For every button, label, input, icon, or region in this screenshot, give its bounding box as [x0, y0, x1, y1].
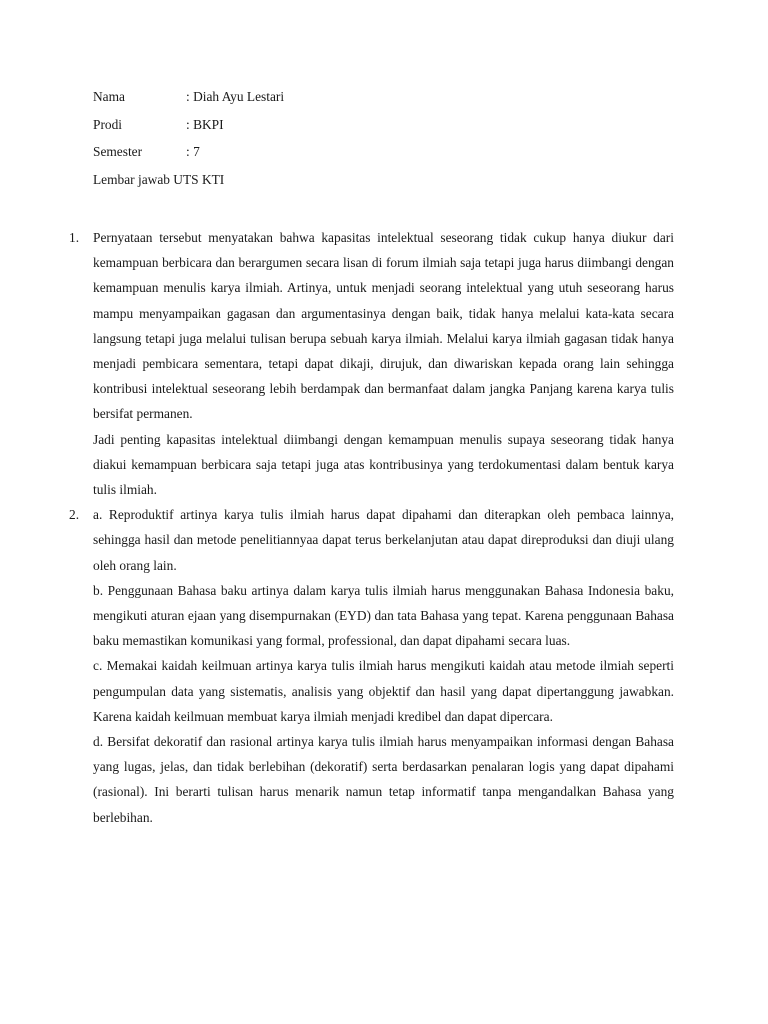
- answer-paragraph: Pernyataan tersebut menyatakan bahwa kapasitas intelektual seseorang tidak cukup hanya diukur dari kemampuan berbicara dan berargumen secara lisan di forum ilmiah saja tetapi juga harus diimbangi dengan kemampuan menulis karya ilmiah. Artinya, untuk menjadi seorang intelektual yang utuh seseorang harus mampu menyampaikan gagasan dan argumentasinya dengan baik, tidak hanya melalui kata-kata secara langsung tetapi juga melalui tulisan berupa sebuah karya ilmiah. Melalui karya ilmiah gagasan tidak hanya menjadi pembicara sementara, tetapi dapat dikaji, dirujuk, dan diwariskan kepada orang lain sehingga kontribusi intelektual seseorang lebih berdampak dan bermanfaat dalam jangka Panjang karena karya tulis bersifat permanen.: [93, 230, 674, 422]
- header-row-program: [93, 115, 653, 143]
- program-label: Prodi: [93, 116, 123, 132]
- answer-paragraph: Jadi penting kapasitas intelektual diimbangi dengan kemampuan menulis supaya seseorang tidak hanya diakui kemampuan berbicara saja tetapi juga atas kontribusinya yang terdokumentasi dalam bentuk karya tulis ilmiah.: [93, 431, 674, 498]
- answer-number: 2.: [69, 507, 80, 523]
- document-subtitle: Lembar jawab UTS KTI: [93, 172, 225, 188]
- semester-label: Semester: [93, 144, 143, 160]
- program-value: : BKPI: [186, 116, 224, 132]
- name-label: Nama: [93, 89, 125, 104]
- answer-paragraph: b. Penggunaan Bahasa baku artinya dalam karya tulis ilmiah harus menggunakan Bahasa Indonesia baku, mengikuti aturan ejaan yang disempurnakan (EYD) dan tata Bahasa yang tepat. Karena penggunaan Bahasa baku memastikan komunikasi yang formal, professional, dan dapat dipahami secara luas.: [93, 582, 674, 649]
- answer-number: 1.: [69, 230, 80, 245]
- answer-item-1: [69, 225, 674, 502]
- answer-list: [69, 225, 674, 830]
- name-value: : Diah Ayu Lestari: [186, 89, 285, 104]
- header-row-name: [93, 87, 653, 115]
- semester-value: : 7: [186, 144, 200, 160]
- header-row-semester: [93, 142, 653, 170]
- answer-paragraph: c. Memakai kaidah keilmuan artinya karya tulis ilmiah harus mengikuti kaidah atau metode ilmiah seperti pengumpulan data yang sistematis, analisis yang objektif dan hasil yang dapat dipertanggung jawabkan. Karena kaidah keilmuan membuat karya ilmiah menjadi kredibel dan dapat dipercara.: [93, 658, 674, 724]
- identity-header: [93, 87, 653, 198]
- answer-paragraph: a. Reproduktif artinya karya tulis ilmiah harus dapat dipahami dan diterapkan oleh pembaca lainnya, sehingga hasil dan metode penelitiannyaa dapat terus berkelanjutan atau dapat direproduksi dan diuji ulang oleh orang lain.: [93, 507, 674, 573]
- answer-item-2: [69, 502, 674, 830]
- answer-paragraph: d. Bersifat dekoratif dan rasional artinya karya tulis ilmiah harus menyampaikan informasi dengan Bahasa yang lugas, jelas, dan tidak berlebihan (dekoratif) serta berdasarkan penalaran logis yang dapat dipahami (rasional). Ini berarti tulisan harus menarik namun tetap informatif tanpa mengandalkan Bahasa yang berlebihan.: [93, 734, 674, 825]
